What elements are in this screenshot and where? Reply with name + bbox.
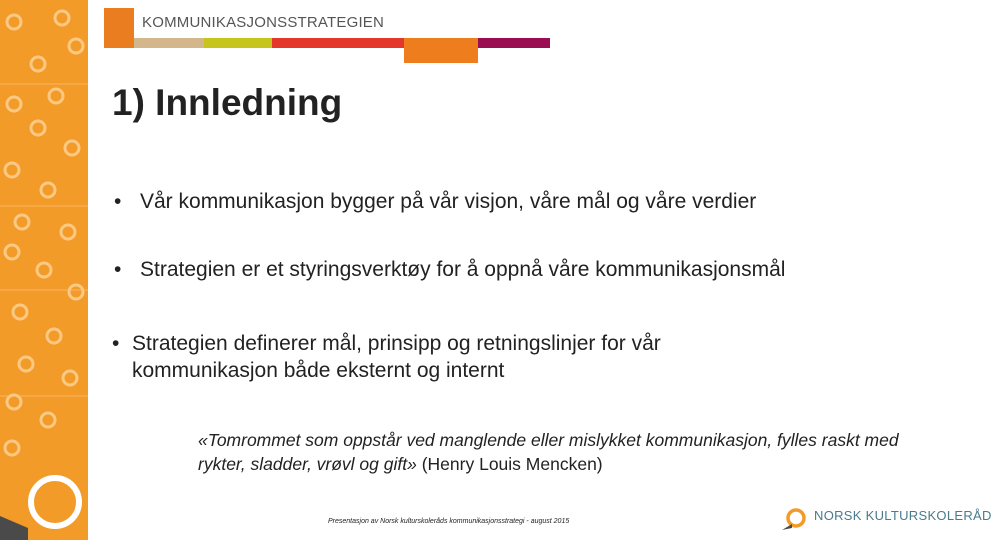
bullet-icon: • bbox=[114, 258, 122, 281]
bullet-text: Strategien definerer mål, prinsipp og retningslinjer for vår kommunikasjon både eksternt og internt bbox=[132, 332, 661, 382]
decorative-sidebar bbox=[0, 0, 88, 540]
quote-text: «Tomrommet som oppstår ved manglende eller mislykket kommunikasjon, fylles raskt med rykter, sladder, vrøvl og gift» bbox=[198, 430, 899, 474]
bullet-icon: • bbox=[112, 332, 120, 355]
color-bar-segment bbox=[272, 38, 404, 48]
slide-title: 1) Innledning bbox=[112, 82, 343, 123]
color-bar-segment bbox=[204, 38, 272, 48]
bullet-item bbox=[114, 188, 874, 215]
color-bar-segment bbox=[478, 38, 550, 48]
circle-pattern-icon bbox=[0, 0, 88, 540]
footer-text: Presentasjon av Norsk kulturskoleråds kommunikasjonsstrategi - august 2015 bbox=[328, 518, 570, 525]
header-accent-block bbox=[104, 8, 134, 48]
ring-logo-icon bbox=[780, 504, 810, 534]
section-title: KOMMUNIKASJONSSTRATEGIEN bbox=[142, 14, 385, 31]
quote-author: (Henry Louis Mencken) bbox=[421, 454, 603, 474]
bullet-text: Vår kommunikasjon bygger på vår visjon, våre mål og våre verdier bbox=[140, 190, 757, 213]
bullet-item bbox=[112, 330, 762, 384]
color-bar-segment bbox=[404, 38, 478, 63]
color-bar-segment bbox=[134, 38, 204, 48]
bullet-text: Strategien er et styringsverktøy for å oppnå våre kommunikasjonsmål bbox=[140, 258, 786, 281]
organization-logo-text: NORSK KULTURSKOLERÅD bbox=[814, 508, 992, 523]
bullet-item bbox=[114, 256, 894, 283]
bullet-icon: • bbox=[114, 190, 122, 213]
quote-block bbox=[198, 428, 943, 476]
